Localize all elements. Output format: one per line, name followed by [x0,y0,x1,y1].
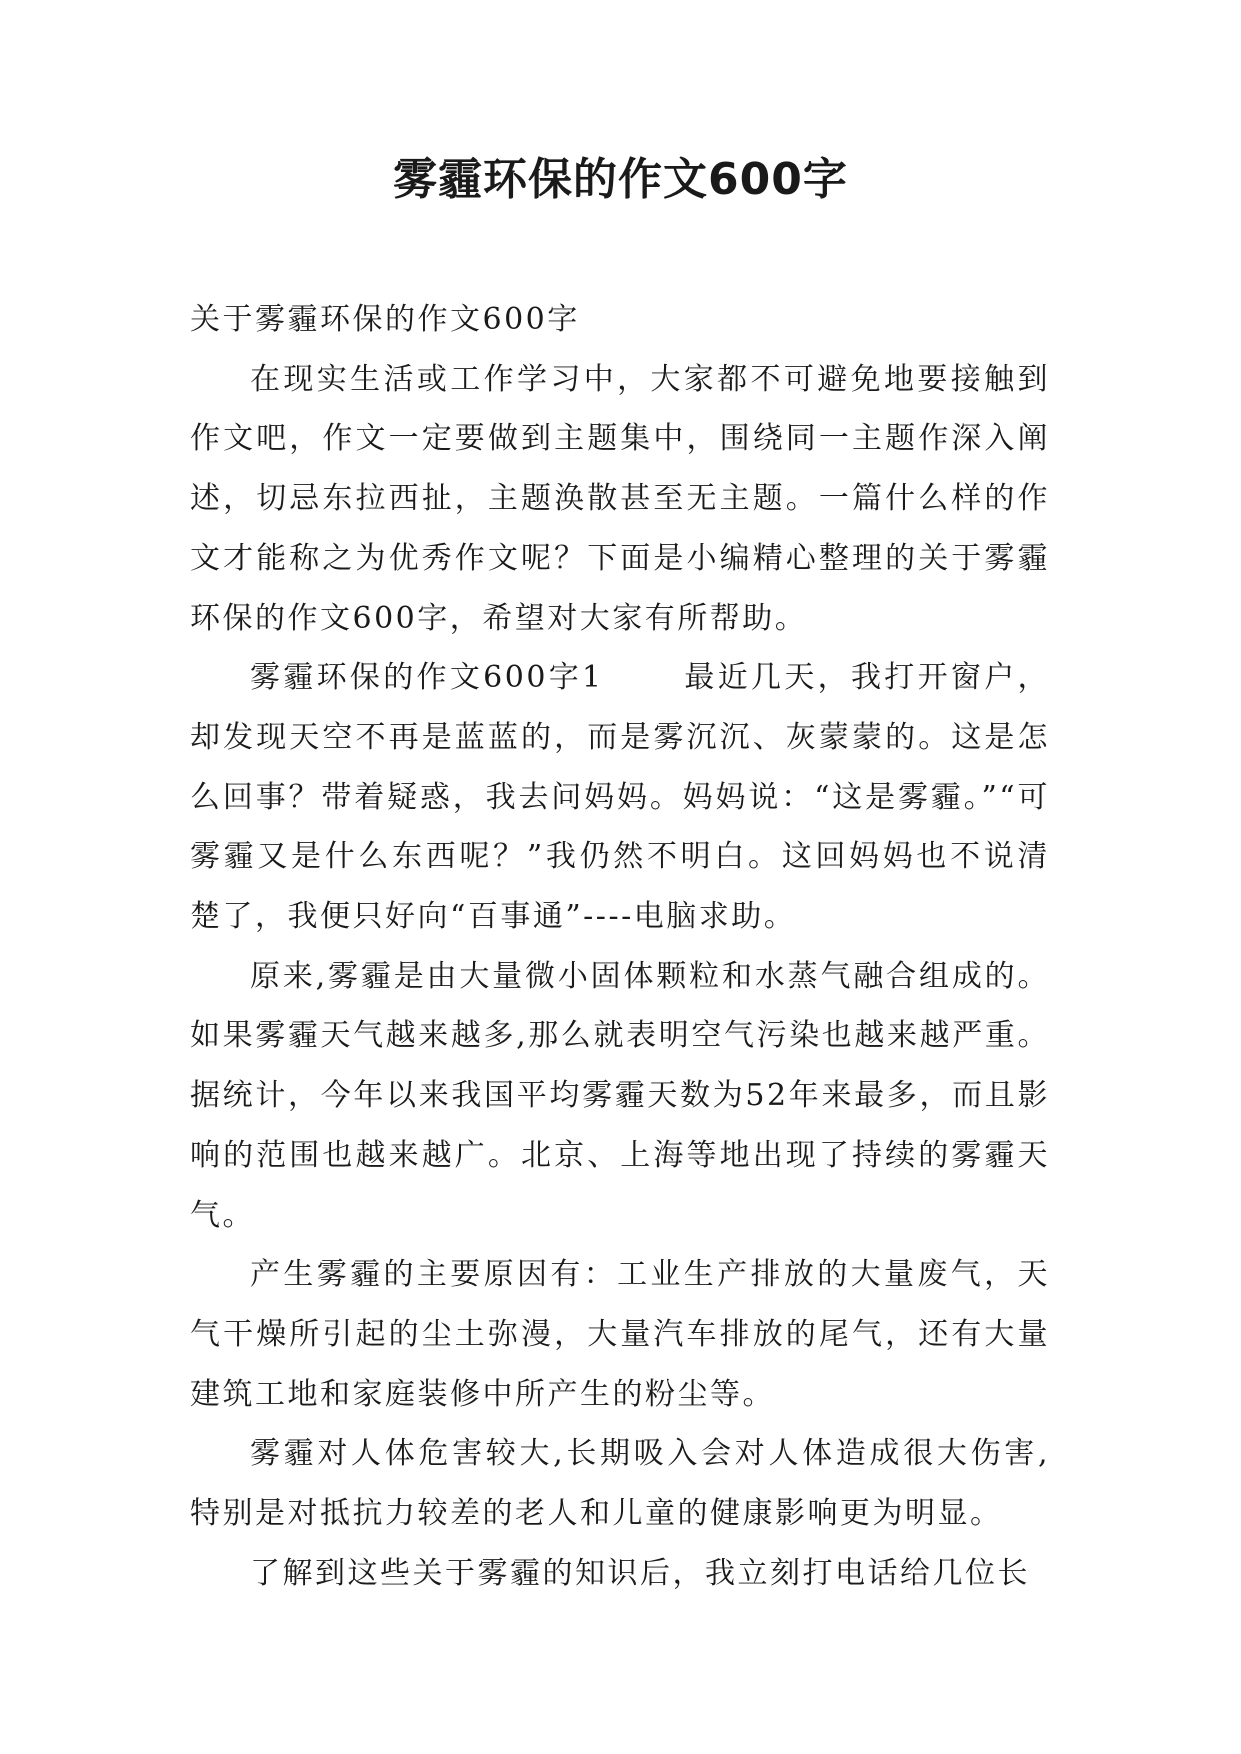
essay-1-paragraph [190,648,1050,947]
body-paragraph: 原来,雾霾是由大量微小固体颗粒和水蒸气融合组成的。如果雾霾天气越来越多,那么就表明空气污染也越来越严重。据统计，今年以来我国平均雾霾天数为52年来最多，而且影响的范围也越来越广。北京、上海等地出现了持续的雾霾天气。 [190,958,1050,1233]
document-title: 雾霾环保的作文600字 [393,154,848,205]
body-paragraph: 雾霾对人体危害较大,长期吸入会对人体造成很大伤害,特别是对抵抗力较差的老人和儿童的健康影响更为明显。 [190,1436,1050,1532]
essay-1-heading: 雾霾环保的作文600字1 [250,660,604,696]
body-paragraph: 了解到这些关于雾霾的知识后，我立刻打电话给几位长 [250,1555,1030,1591]
essay-1-text: 最近几天，我打开窗户，却发现天空不再是蓝蓝的，而是雾沉沉、灰蒙蒙的。这是怎么回事？带着疑惑，我去问妈妈。妈妈说：“这是雾霾。”“可雾霾又是什么东西呢？”我仍然不明白。这回妈妈也不说清楚了，我便只好向“百事通”----电脑求助。 [190,660,1051,935]
document-body [190,290,1050,1603]
intro-paragraph: 在现实生活或工作学习中，大家都不可避免地要接触到作文吧，作文一定要做到主题集中，围绕同一主题作深入阐述，切忌东拉西扯，主题涣散甚至无主题。一篇什么样的作文才能称之为优秀作文呢？下面是小编精心整理的关于雾霾环保的作文600字，希望对大家有所帮助。 [190,361,1050,636]
document-subtitle: 关于雾霾环保的作文600字 [190,302,580,337]
body-paragraph: 产生雾霾的主要原因有：工业生产排放的大量废气，天气干燥所引起的尘土弥漫，大量汽车排放的尾气，还有大量建筑工地和家庭装修中所产生的粉尘等。 [190,1257,1050,1412]
